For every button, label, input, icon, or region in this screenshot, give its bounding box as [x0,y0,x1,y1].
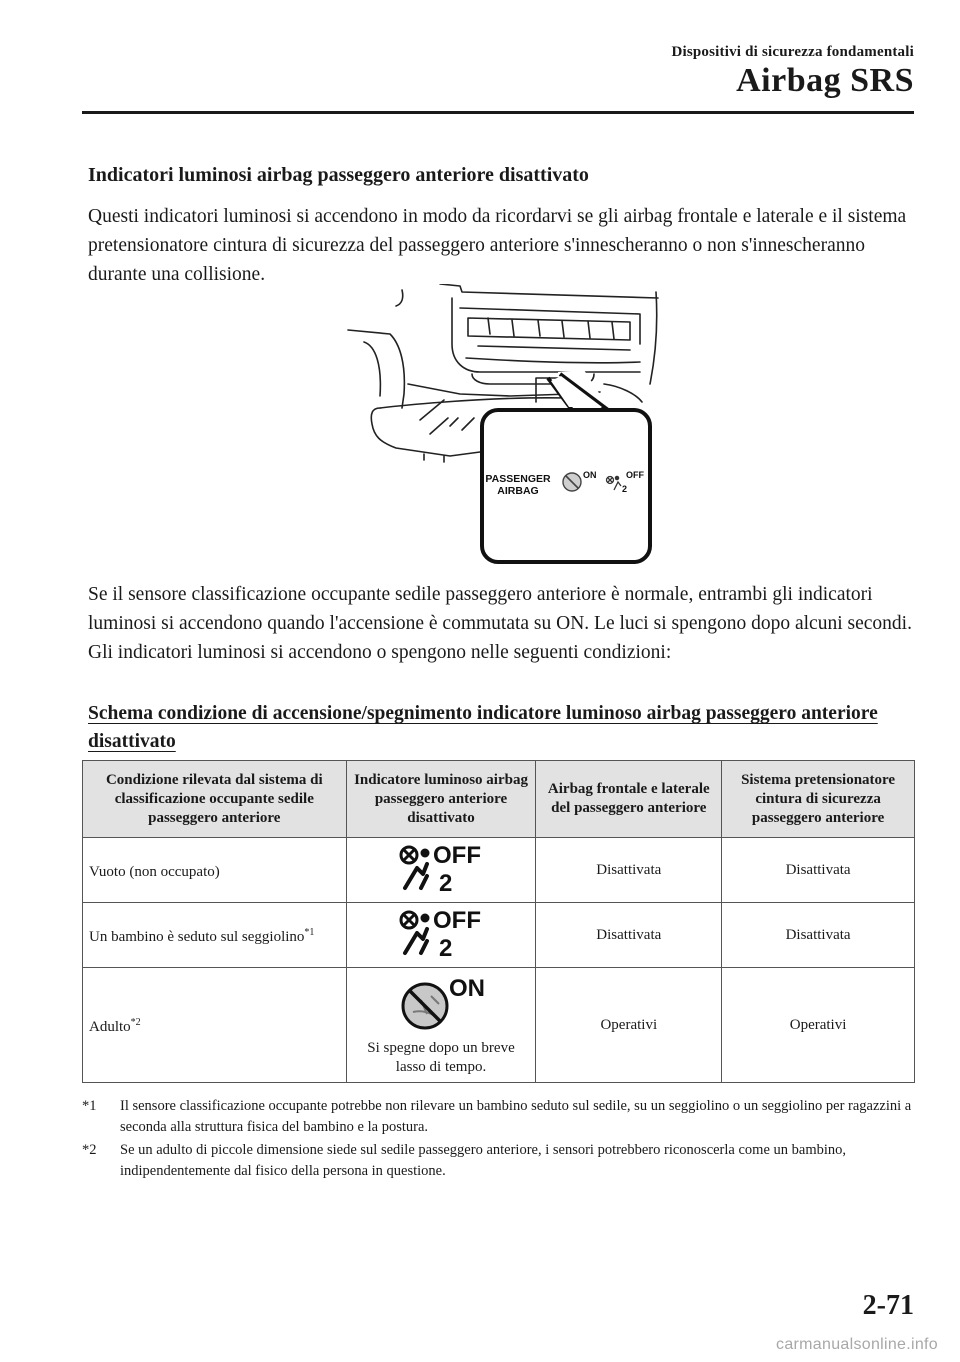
figure-off-sub: 2 [622,484,628,494]
footnote-mark: *2 [82,1142,97,1158]
figure-on-label: ON [583,470,597,480]
indicator-label: ON [449,974,486,1002]
dashboard-illustration [340,284,660,570]
page-number: 2-71 [862,1290,914,1321]
table-row [83,968,915,1083]
footnote [82,1096,915,1138]
condition-text: Un bambino è seduto sul seggiolino [89,929,305,945]
body-paragraph: Se il sensore classificazione occupante sedile passeggero anteriore è normale, entrambi gli indicatori luminosi si accendono quando l'accensione è commutata su ON. Le luci si spengono dopo alcuni secondi. Gli indicatori luminosi si accendono o spengono nelle seguenti condizioni: [88,584,912,663]
header-rule [82,111,914,114]
indicator-label: OFF [433,906,482,934]
indicator-cell [346,968,536,1083]
indicator-label: OFF [433,841,482,869]
section-heading: Indicatori luminosi airbag passeggero anteriore disattivato [88,164,589,186]
airbag-cell: Disattivata [536,903,722,968]
indicator-cell [346,838,536,903]
condition-cell [83,968,347,1083]
condition-sup: *1 [304,927,315,938]
airbag-cell: Disattivata [536,838,722,903]
pretensioner-cell: Disattivata [722,903,915,968]
footnotes [82,1096,915,1184]
condition-sup: *2 [130,1017,141,1028]
condition-cell [83,903,347,968]
airbag-off-icon [391,840,491,896]
indicator-note: Si spegne dopo un breve lasso di tempo. [367,1039,515,1075]
figure-label-line1: PASSENGER [485,473,551,485]
footnote-text: Il sensore classificazione occupante potrebbe non rilevare un bambino seduto sul sedile, su un seggiolino o un seggiolino per ragazzini a seconda alla struttura fisica del bambino e la postura. [120,1098,912,1135]
page-title: Airbag SRS [736,62,914,99]
condition-cell [83,838,347,903]
intro-paragraph: Questi indicatori luminosi si accendono in modo da ricordarvi se gli airbag frontale e laterale e il sistema pretensionatore cintura di sicurezza del passeggero anteriore s'innescheranno o non s'innescheranno durante una collisione. [88,206,907,285]
footnote [82,1140,915,1182]
indicator-sub: 2 [439,869,453,896]
schema-title: Schema condizione di accensione/spegnimento indicatore luminoso airbag passeggero anteriore disattivato [88,703,878,752]
indicator-cell [346,903,536,968]
pretensioner-cell: Disattivata [722,838,915,903]
condition-text: Vuoto (non occupato) [89,864,220,880]
airbag-on-icon [391,974,491,1032]
header-condition: Condizione rilevata dal sistema di classificazione occupante sedile passeggero anteriore [83,761,347,838]
airbag-cell: Operativi [536,968,722,1083]
condition-table [82,760,915,1083]
footnote-text: Se un adulto di piccole dimensione siede sul sedile passeggero anteriore, i sensori potrebbero riconoscerla come un bambino, indipendentemente dal fisico della persona in questione. [120,1142,846,1179]
header-pretensioner: Sistema pretensionatore cintura di sicurezza passeggero anteriore [722,761,915,838]
header-indicator: Indicatore luminoso airbag passeggero anteriore disattivato [346,761,536,838]
table-row [83,903,915,968]
figure-label-line2: AIRBAG [497,485,539,497]
footnote-mark: *1 [82,1098,97,1114]
table-row [83,838,915,903]
indicator-sub: 2 [439,934,453,961]
pretensioner-cell: Operativi [722,968,915,1083]
header-section-title: Dispositivi di sicurezza fondamentali [671,44,914,60]
airbag-off-icon [391,905,491,961]
figure-off-label: OFF [626,470,644,480]
header-airbag: Airbag frontale e laterale del passeggero anteriore [536,761,722,838]
table-header-row [83,761,915,838]
airbag-on-indicator-icon [563,473,581,491]
condition-text: Adulto [89,1019,131,1035]
watermark: carmanualsonline.info [776,1336,938,1353]
